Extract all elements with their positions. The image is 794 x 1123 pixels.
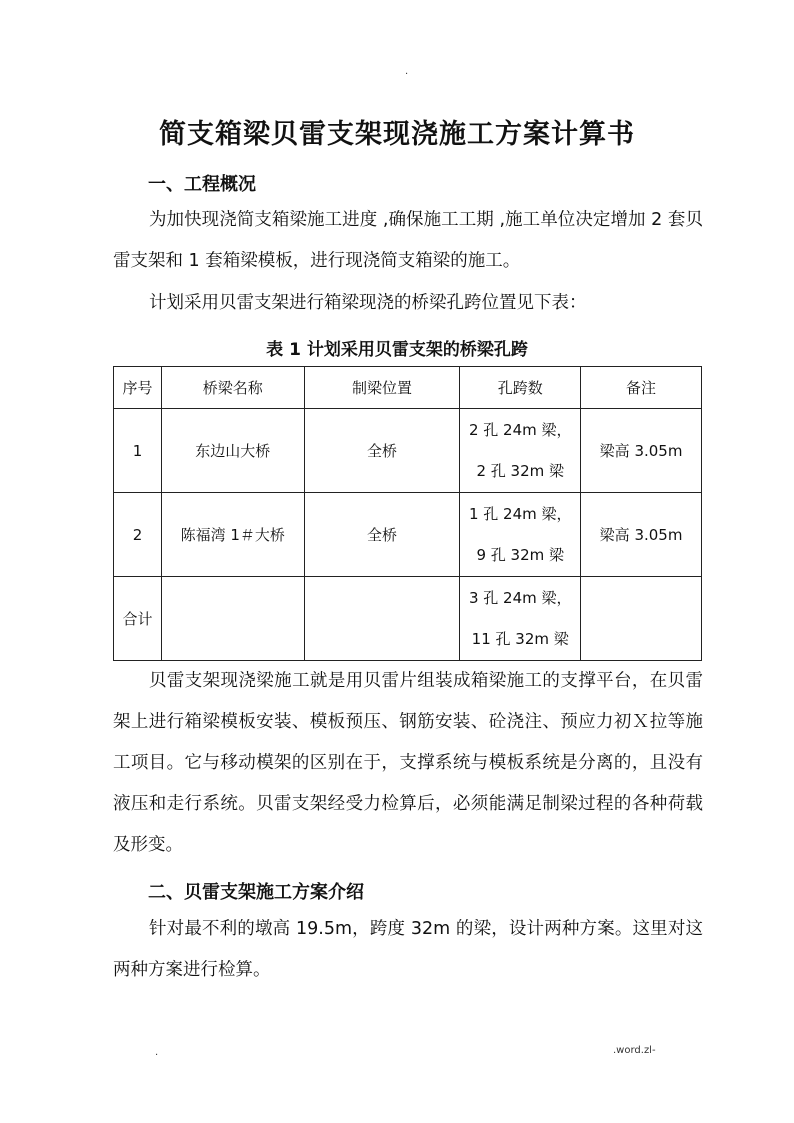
footer-watermark: .word.zl-	[613, 1045, 656, 1056]
cell-spans	[460, 577, 581, 661]
table-row-total	[114, 577, 702, 661]
cell-position	[304, 577, 460, 661]
cell-bridge-name	[161, 577, 304, 661]
paragraph-bailey-description: 贝雷支架现浇梁施工就是用贝雷片组装成箱梁施工的支撑平台，在贝雷架上进行箱梁模板安装、模板预压、钢筋安装、砼浇注、预应力初Ｘ拉等施工项目。它与移动模架的区别在于，支撑系统与模板系统是分离的，且没有液压和走行系统。贝雷支架经受力检算后，必须能满足制梁过程的各种荷载及形变。	[113, 671, 703, 855]
cell-position: 全桥	[304, 409, 460, 493]
span-line-1: 2 孔 24m 梁，	[468, 420, 572, 439]
cell-no: 1	[114, 409, 162, 493]
cell-bridge-name: 东边山大桥	[161, 409, 304, 493]
document-title: 简支箱梁贝雷支架现浇施工方案计算书	[159, 119, 635, 150]
cell-bridge-name: 陈福湾 1＃大桥	[161, 493, 304, 577]
section-heading-overview: 一、工程概况	[148, 174, 256, 195]
cell-note: 梁高 3.05m	[581, 493, 702, 577]
table-row	[114, 493, 702, 577]
span-line-1: 3 孔 24m 梁，	[468, 588, 572, 607]
paragraph-intro: 为加快现浇简支箱梁施工进度 ,确保施工工期 ,施工单位决定增加 2 套贝雷支架和 1 套箱梁模板，进行现浇简支箱梁的施工。	[113, 210, 703, 271]
cell-note	[581, 577, 702, 661]
col-header-spans: 孔跨数	[460, 367, 581, 409]
col-header-note: 备注	[581, 367, 702, 409]
span-line-2: 9 孔 32m 梁	[476, 545, 564, 564]
col-header-bridge-name: 桥梁名称	[161, 367, 304, 409]
cell-spans	[460, 493, 581, 577]
footer-mark: .	[155, 1047, 159, 1058]
table-caption: 表 1 计划采用贝雷支架的桥梁孔跨	[266, 340, 528, 360]
section-heading-scheme: 二、贝雷支架施工方案介绍	[148, 882, 364, 903]
cell-no: 合计	[114, 577, 162, 661]
span-line-2: 11 孔 32m 梁	[471, 629, 569, 648]
paragraph-table-intro: 计划采用贝雷支架进行箱梁现浇的桥梁孔跨位置见下表：	[149, 293, 587, 313]
cell-spans	[460, 409, 581, 493]
span-line-1: 1 孔 24m 梁，	[468, 504, 572, 523]
cell-note: 梁高 3.05m	[581, 409, 702, 493]
table-row	[114, 409, 702, 493]
paragraph-scheme-intro: 针对最不利的墩高 19.5m，跨度 32m 的梁，设计两种方案。这里对这两种方案进行检算。	[113, 919, 703, 980]
bridge-span-table	[113, 366, 702, 661]
table-header-row	[114, 367, 702, 409]
cell-no: 2	[114, 493, 162, 577]
col-header-position: 制梁位置	[304, 367, 460, 409]
cell-position: 全桥	[304, 493, 460, 577]
col-header-no: 序号	[114, 367, 162, 409]
header-mark: .	[405, 66, 409, 77]
span-line-2: 2 孔 32m 梁	[476, 461, 564, 480]
